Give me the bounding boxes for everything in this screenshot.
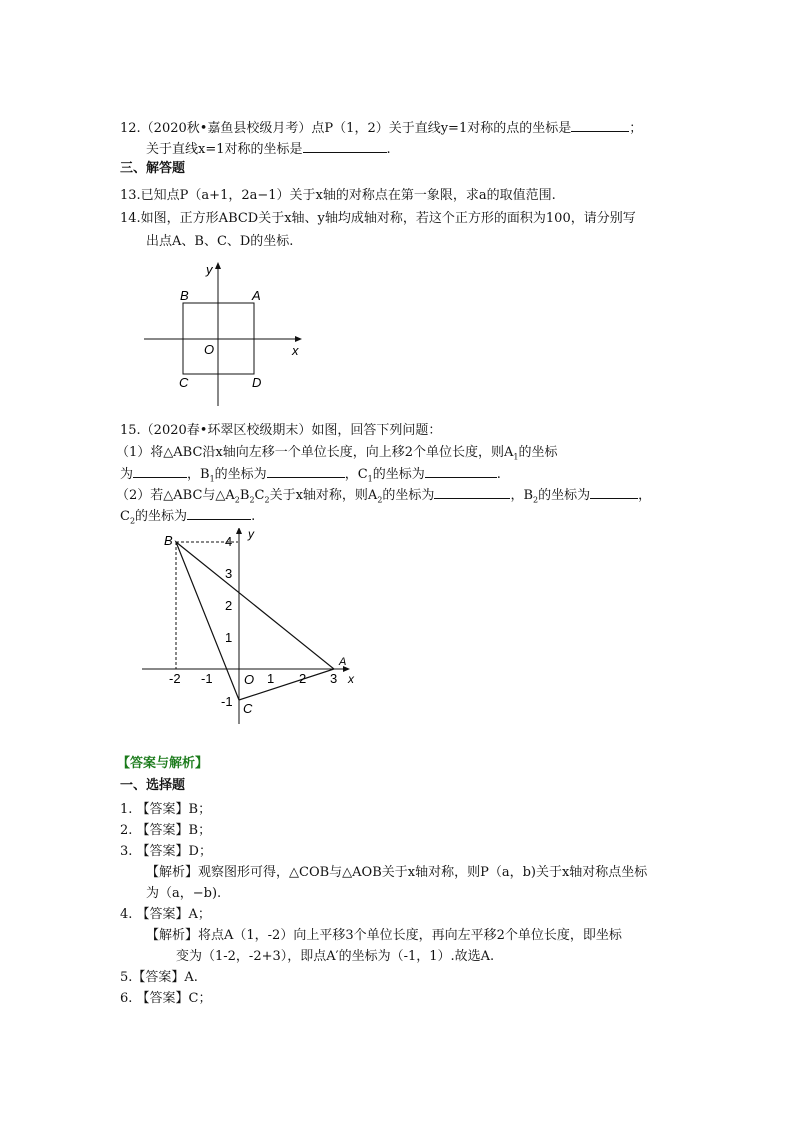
- triangle-abc: [176, 542, 334, 700]
- q15-line1: 15.（2020春•环翠区校级期末）如图，回答下列问题：: [120, 423, 442, 438]
- q12-line2: 关于直线x=1对称的坐标是 .: [146, 142, 391, 157]
- triangle-origin-label: O: [244, 672, 255, 687]
- answer-3-explanation-2: 为（a，−b).: [146, 886, 222, 901]
- q12-blank-1: [571, 119, 629, 132]
- answer-2: 2. 【答案】B；: [120, 823, 212, 838]
- q15-part1-line2: 为 ，$B_1$的坐标为 ，$C_1$的坐标为 .: [120, 467, 501, 484]
- triangle-x-tick-2: 2: [299, 671, 307, 686]
- square-x-label: x: [292, 343, 299, 358]
- q14-line1: 14.如图，正方形ABCD关于x轴、y轴均成轴对称，若这个正方形的面积为100，请分别写: [120, 211, 636, 226]
- q15-blank-c2: [187, 507, 251, 520]
- triangle-y-label: y: [248, 528, 254, 541]
- square-point-c-label: C: [179, 375, 189, 390]
- square-point-d-label: D: [252, 375, 262, 390]
- triangle-point-a-label: A: [339, 656, 347, 668]
- square-point-a-label: A: [252, 288, 261, 303]
- triangle-x-tick-neg1: -1: [201, 671, 213, 686]
- q12-line1: 12.（2020秋•嘉鱼县校级月考）点P（1，2）关于直线y=1对称的点的坐标是 ；: [120, 121, 643, 136]
- triangle-x-tick-neg2: -2: [169, 671, 181, 686]
- q15-blank-a1: [133, 465, 187, 478]
- q15-blank-b1: [267, 465, 345, 478]
- answer-5: 5.【答案】A.: [120, 970, 198, 985]
- q14-line2: 出点A、B、C、D的坐标.: [146, 234, 294, 249]
- answer-1: 1. 【答案】B；: [120, 802, 212, 817]
- answer-3-explanation-1: 【解析】观察图形可得，△COB与△AOB关于x轴对称，则P（a，b)关于x轴对称点坐标: [146, 865, 648, 880]
- square-figure: [140, 258, 320, 408]
- triangle-point-b-label: B: [164, 533, 173, 548]
- triangle-point-c-label: C: [243, 701, 253, 716]
- square-point-b-label: B: [180, 288, 189, 303]
- triangle-y-tick-neg1: -1: [221, 694, 233, 709]
- triangle-y-tick-1: 1: [225, 630, 233, 645]
- q15-part2-line1: （2）若△ABC与$\triangle A_2B_2C_2$关于x轴对称，则$A_2$的坐标为 ，$B_2$的坐标为 ，: [116, 488, 652, 505]
- answer-6: 6. 【答案】C；: [120, 991, 212, 1006]
- square-y-arrow: [215, 262, 221, 269]
- q15-blank-b2: [590, 486, 638, 499]
- answers-heading: 【答案与解析】: [117, 756, 209, 771]
- triangle-y-tick-3: 3: [225, 566, 233, 581]
- triangle-figure: [140, 528, 370, 728]
- square-y-label: y: [206, 262, 213, 277]
- answer-4-explanation-1: 【解析】将点A（1，-2）向上平移3个单位长度，再向左平移2个单位长度，即坐标: [146, 928, 622, 943]
- answer-3: 3. 【答案】D；: [120, 844, 212, 859]
- q15-blank-c1: [425, 465, 497, 478]
- q13-text: 13.已知点P（a+1，2a−1）关于x轴的对称点在第一象限，求a的取值范围.: [120, 188, 556, 203]
- section-3-heading: 三、解答题: [120, 161, 186, 176]
- triangle-y-arrow: [236, 528, 242, 534]
- answers-section-1: 一、选择题: [120, 778, 186, 793]
- q15-blank-a2: [434, 486, 510, 499]
- answer-4: 4. 【答案】A；: [120, 907, 211, 922]
- triangle-x-tick-3: 3: [330, 671, 338, 686]
- triangle-y-tick-2: 2: [225, 598, 233, 613]
- answer-4-explanation-2: 变为（1-2，-2+3），即点A′的坐标为（-1，1）.故选A.: [176, 949, 495, 964]
- q15-part2-line2: $C_2$的坐标为 .: [120, 509, 256, 526]
- q12-blank-2: [303, 140, 387, 153]
- square-origin-label: O: [204, 342, 215, 357]
- triangle-x-tick-1: 1: [267, 671, 275, 686]
- q15-part1-line1: （1）将△ABC沿x轴向左移一个单位长度，向上移2个单位长度，则$A_1$的坐标: [116, 445, 558, 462]
- triangle-y-tick-4: 4: [225, 534, 233, 549]
- triangle-x-label: x: [348, 672, 354, 686]
- square-x-arrow: [295, 336, 302, 342]
